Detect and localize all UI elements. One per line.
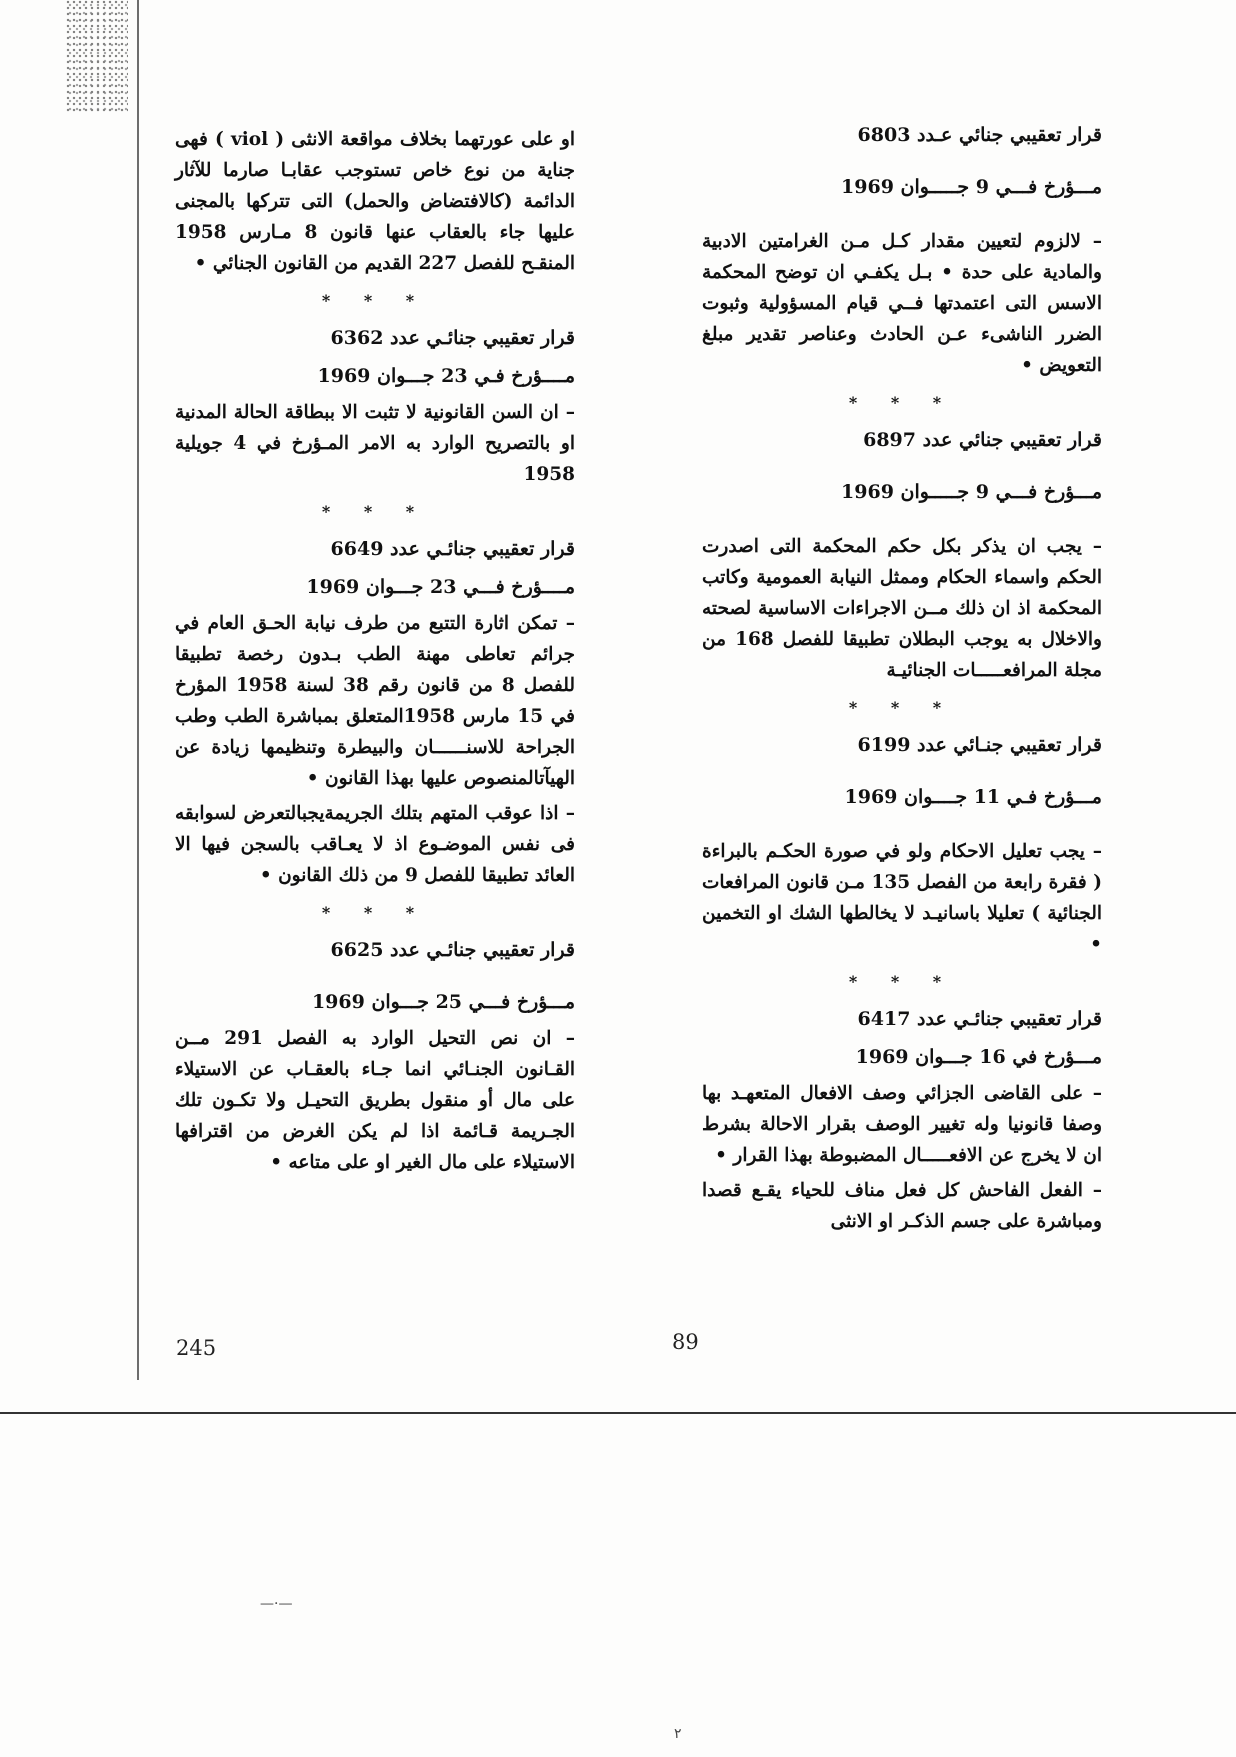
decision-title: قرار تعقيبي جنائـي عدد 6417 (857, 1008, 1102, 1030)
decision-title: قرار تعقيبي جنائـي عدد 6362 (330, 327, 575, 349)
decision-entry (175, 323, 575, 524)
decision-summary: – ان السن القانونية لا تثبت الا ببطاقة الحالة المدنية او بالتصريح الوارد به الامر المـؤرخ في 4 جويلية 1958 (175, 402, 575, 485)
continued-paragraph: او على عورتهما بخلاف مواقعة الانثى ( viol ) فهى جناية من نوع خاص تستوجب عقابـا صارما للآثار الدائمة (كالافتضاض والحمل) التى تتركها بالمجنى عليها جاء بالعقاب عنها قانون 8 مـارس 1958 المنقـح للفصل 227 القديم من القانون الجنائي • (175, 129, 575, 274)
stray-mark: —·— (260, 1596, 293, 1612)
decision-summary: – الفعل الفاحش كل فعل مناف للحياء يقـع قصدا ومباشرة على جسم الذكـر او الانثى (702, 1180, 1102, 1232)
bottom-rule-line (0, 1412, 1236, 1414)
decision-entry (175, 935, 575, 1178)
decision-entry (702, 425, 1102, 720)
decision-summary: – اذا عوقب المتهم بتلك الجريمةيجبالتعرض لسوابقه فى نفس الموضـوع اذ لا يعـاقب بالسجن فيها الا العائد تطبيقا للفصل 9 من ذلك القانون • (175, 803, 575, 886)
decision-summary: – تمكن اثارة التتبع من طرف نيابة الحـق العام في جرائم تعاطى مهنة الطب بـدون رخصة تطبيقا للفصل 8 من قانون رقم 38 لسنة 1958 المؤرخ في 15 مارس 1958المتعلق بمباشرة الطب وطب الجراحة للاسنــــــان والبيطرة وتنظيمها زيادة عن الهيآتالمنصوص عليها بهذا القانون • (175, 613, 575, 789)
decision-date: مـــؤرخ فـــي 25 جـــوان 1969 (311, 991, 575, 1013)
decision-title: قرار تعقيبي جنائـي عدد 6625 (330, 939, 575, 961)
stray-mark: ٢ (674, 1726, 682, 1742)
scan-noise-corner (66, 0, 128, 112)
decision-summary: – ان نص التحيل الوارد به الفصل 291 مــن القـانون الجنـائي انما جـاء بالعقـاب عن الاستيلاء على مال أو منقول بطريق التحيـل ولا تكـون تلك الجـريمة قـائمة اذا لم يكن الغرض من اقترافها الاستيلاء على مال الغير او على متاعه • (175, 1028, 575, 1173)
decision-date: مـــؤرخ فـــي 9 جـــــوان 1969 (841, 176, 1102, 198)
decision-date: مـــؤرخ في 16 جـــوان 1969 (855, 1046, 1102, 1068)
left-column (175, 120, 575, 1178)
section-separator: * * * (848, 972, 956, 991)
right-column (702, 120, 1102, 1237)
decision-entry (702, 1004, 1102, 1237)
decision-title: قرار تعقيبي جنائي عـدد 6803 (857, 124, 1102, 146)
decision-entry (175, 534, 575, 925)
decision-title: قرار تعقيبي جنـائي عدد 6199 (857, 734, 1102, 756)
decision-date: مـــؤرخ فـي 11 جــــوان 1969 (844, 786, 1102, 808)
section-separator: * * * (321, 291, 429, 310)
section-separator: * * * (321, 502, 429, 521)
binding-edge-line (137, 0, 139, 1380)
decision-title: قرار تعقيبي جنائـي عدد 6649 (330, 538, 575, 560)
page-number-left: 245 (176, 1336, 217, 1360)
section-separator: * * * (321, 903, 429, 922)
decision-summary: – لالزوم لتعيين مقدار كـل مـن الغرامتين الادبية والمادية على حدة • بـل يكفـي ان توضح المحكمة الاسس التى اعتمدتها فــي قيام المسؤولية وثبوت الضرر الناشىء عـن الحادث وعناصر تقدير مبلغ التعويض • (702, 231, 1102, 376)
decision-date: مــــؤرخ فـــي 23 جـــوان 1969 (306, 576, 575, 598)
section-separator: * * * (848, 393, 956, 412)
decision-summary: – يجب تعليل الاحكام ولو في صورة الحكـم بالبراءة ( فقرة رابعة من الفصل 135 مـن قانون المرافعات الجنائية ) تعليلا باسانيـد لا يخالطها الشك او التخمين • (702, 841, 1102, 955)
decision-entry (702, 730, 1102, 994)
decision-summary: – يجب ان يذكر بكل حكم المحكمة التى اصدرت الحكم واسماء الحكام وممثل النيابة العمومية وكاتب المحكمة اذ ان ذلك مــن الاجراءات الاساسية لصحته والاخلال به يوجب البطلان تطبيقا للفصل 168 من مجلة المرافعـــــات الجنائيـة (702, 536, 1102, 681)
page-number-right: 89 (672, 1330, 699, 1354)
decision-summary: – على القاضى الجزائي وصف الافعال المتعهـد بها وصفا قانونيا وله تغيير الوصف بقرار الاحالة بشرط ان لا يخرج عن الافعـــــال المضبوطة بهذا القرار • (702, 1083, 1102, 1166)
decision-title: قرار تعقيبي جنائي عدد 6897 (863, 429, 1102, 451)
decision-entry (702, 120, 1102, 415)
section-separator: * * * (848, 698, 956, 717)
decision-date: مـــؤرخ فـــي 9 جـــــوان 1969 (841, 481, 1102, 503)
decision-date: مــــؤرخ فـي 23 جـــوان 1969 (317, 365, 575, 387)
